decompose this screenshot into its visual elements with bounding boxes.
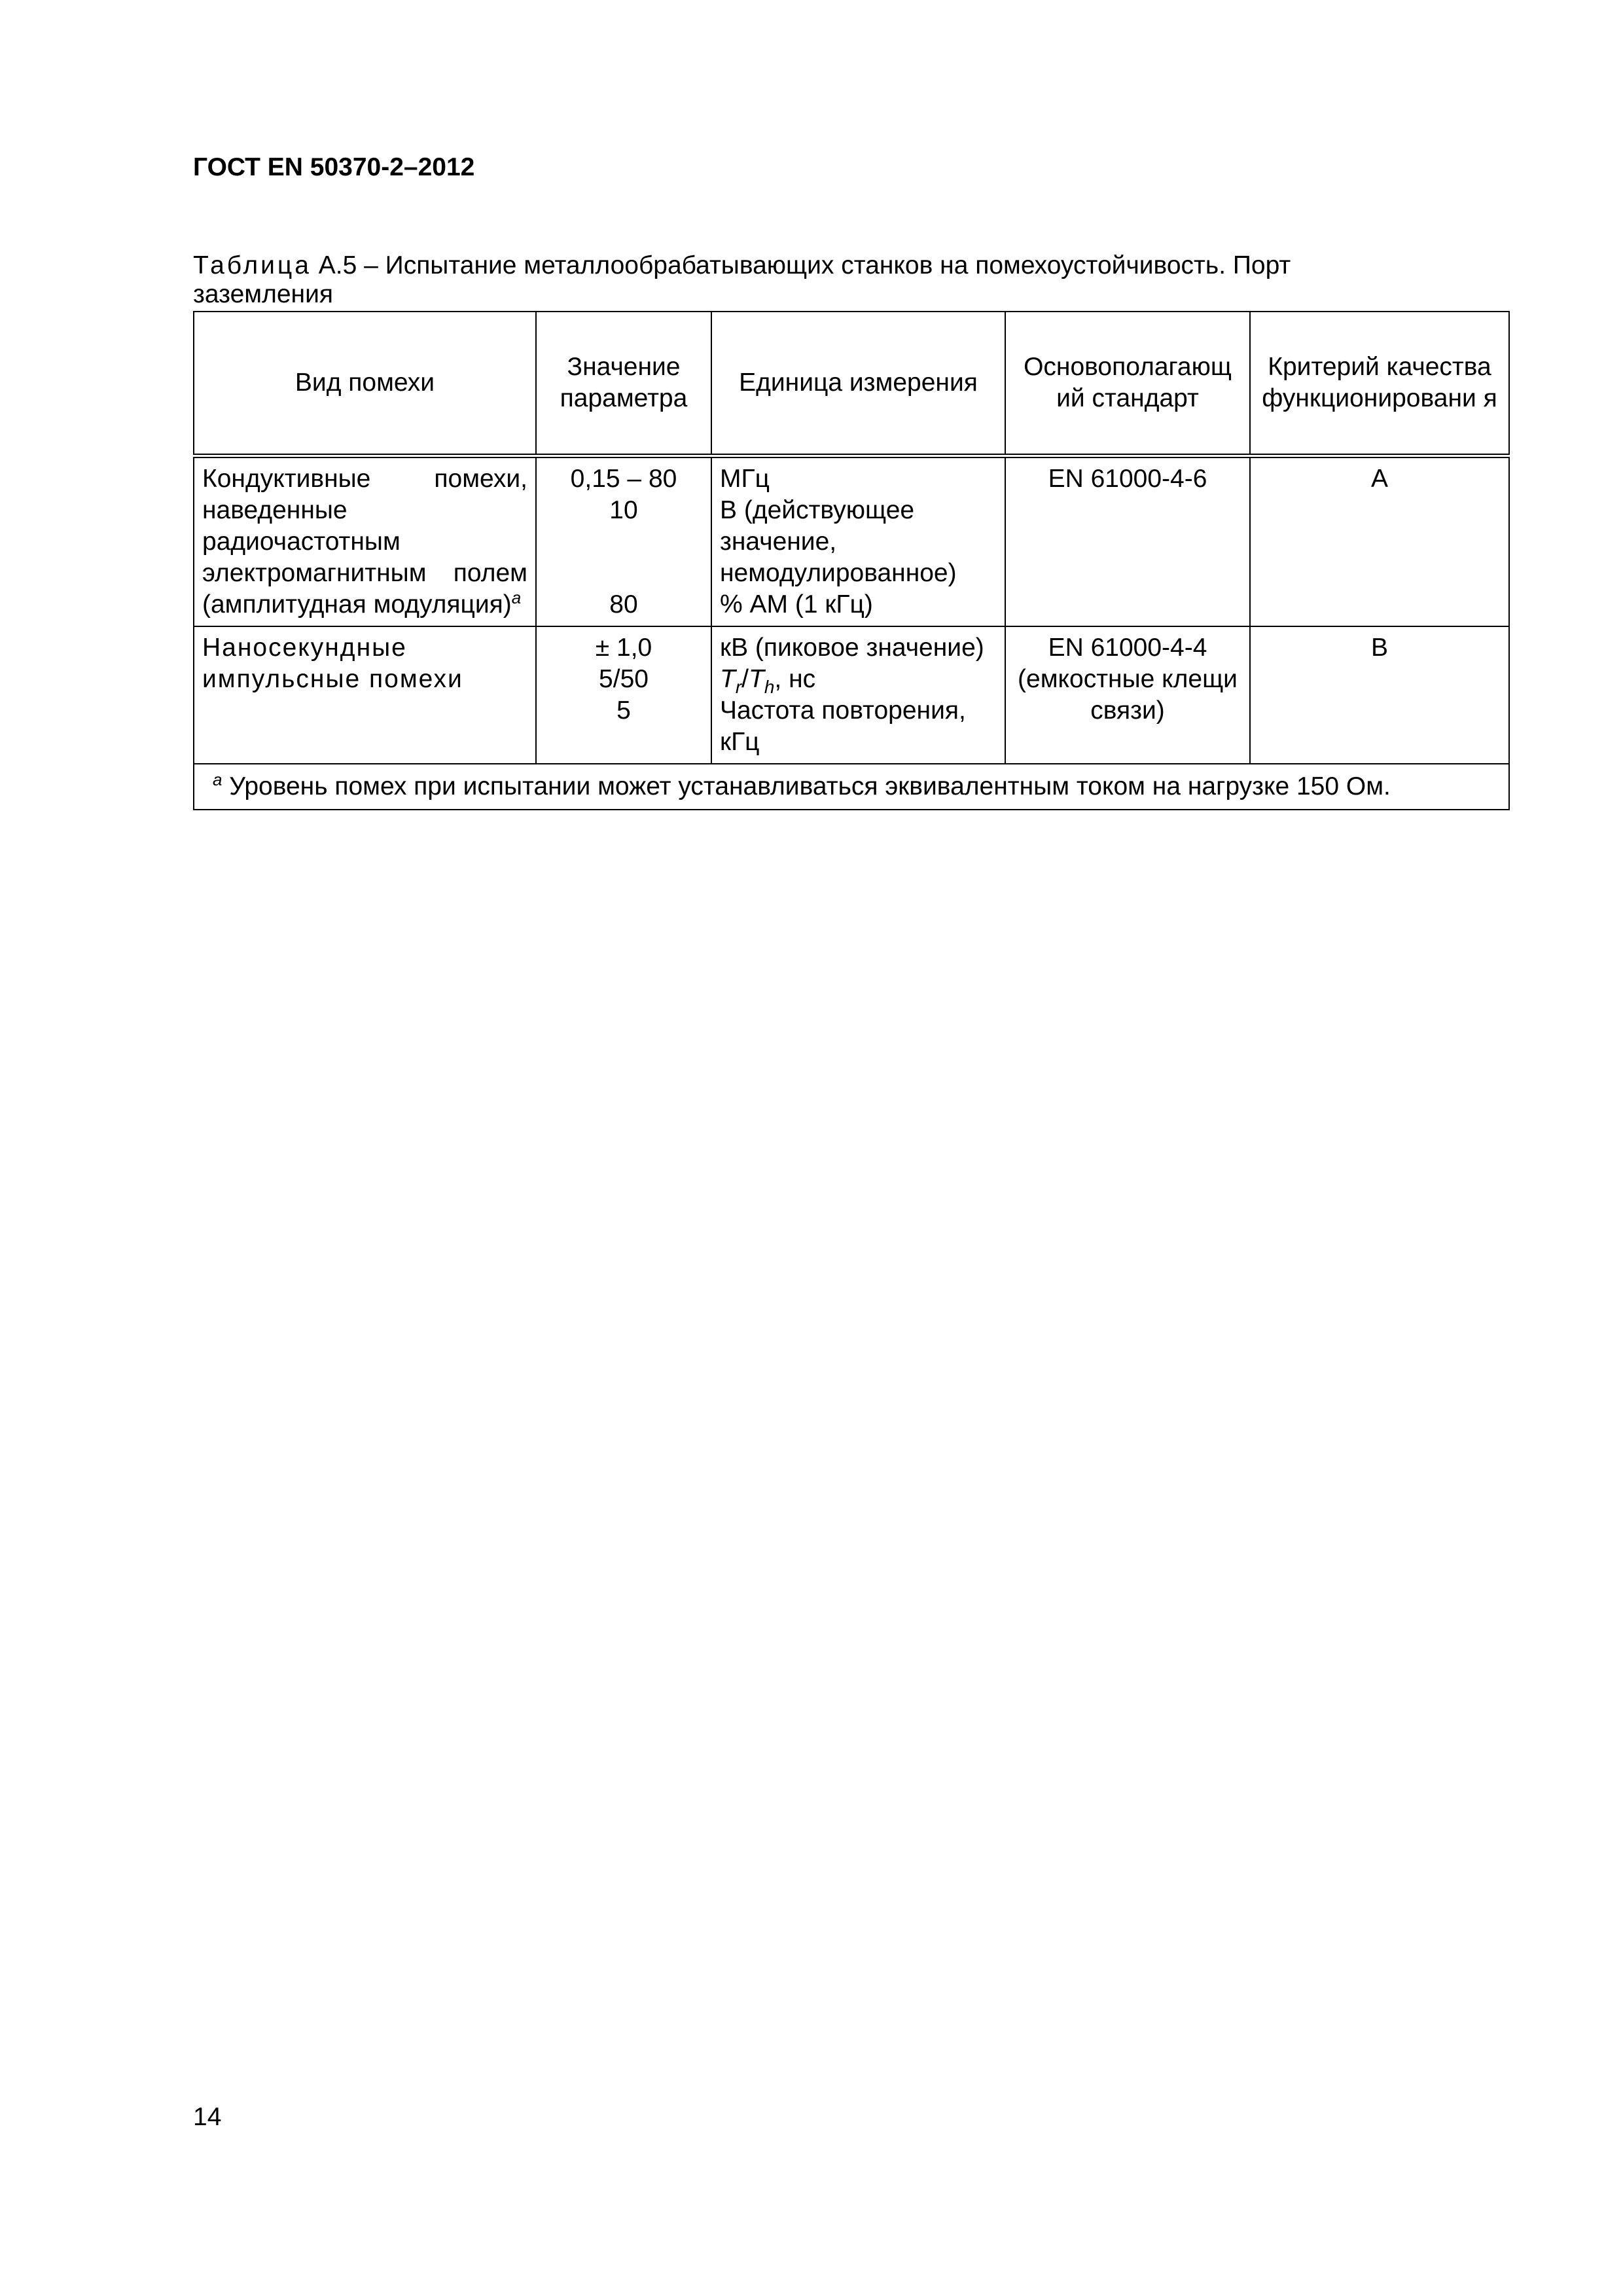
unit-symbol: T	[749, 665, 764, 693]
parameter-value: 5	[616, 696, 631, 725]
unit-value: % АМ (1 кГц)	[720, 590, 873, 619]
column-header-label: Единица измерения	[739, 368, 978, 397]
disturbance-type-cell	[194, 626, 536, 764]
standard-cell	[1005, 456, 1250, 627]
unit-subscript: r	[735, 676, 742, 697]
unit-value: В (действующее значение, немодулированное)	[720, 496, 957, 587]
column-header-label: Вид помехи	[294, 368, 435, 397]
parameter-value-cell	[536, 626, 711, 764]
table-caption	[193, 251, 1423, 309]
footnote-ref: a	[511, 588, 522, 607]
disturbance-type-cell	[194, 456, 536, 627]
column-header-standard	[1005, 312, 1250, 456]
unit-value: кВ (пиковое значение)	[720, 634, 984, 662]
criterion-cell	[1250, 456, 1509, 627]
criterion-value: В	[1370, 634, 1388, 662]
page-number: 14	[193, 2103, 222, 2131]
footnote-mark: a	[213, 770, 223, 789]
parameter-value: 5/50	[599, 665, 649, 693]
unit-symbol: T	[720, 665, 736, 693]
table-row	[194, 626, 1509, 764]
table-footnote-row	[194, 764, 1509, 810]
table-caption-prefix: Таблица	[193, 251, 312, 279]
footnote-text: Уровень помех при испытании может устанавливаться эквивалентным током на нагрузке 150 Ом.	[222, 772, 1391, 800]
spec-table	[193, 311, 1510, 810]
parameter-value: ± 1,0	[595, 634, 652, 662]
column-header-value	[536, 312, 711, 456]
column-header-label: Критерий качества функционировани я	[1262, 353, 1497, 412]
standard-value: EN 61000-4-4	[1048, 634, 1207, 662]
column-header-label: Значение параметра	[560, 353, 688, 412]
standard-note: (емкостные клещи связи)	[1018, 665, 1238, 725]
parameter-value: 80	[609, 590, 638, 619]
column-header-label: Основополагающ ий стандарт	[1024, 353, 1232, 412]
parameter-value: 0,15 – 80	[570, 465, 677, 493]
unit-cell	[711, 456, 1005, 627]
table-row	[194, 456, 1509, 627]
disturbance-type-text: Кондуктивные помехи, наведенные радиочастотным электромагнитным полем (амплитудная модуляция)	[202, 465, 527, 619]
parameter-value: 10	[609, 496, 638, 524]
standard-value: EN 61000-4-6	[1048, 465, 1207, 493]
standard-cell	[1005, 626, 1250, 764]
column-header-type	[194, 312, 536, 456]
table-caption-text: А.5 – Испытание металлообрабатывающих станков на помехоустойчивость. Порт заземления	[193, 251, 1291, 308]
criterion-cell	[1250, 626, 1509, 764]
unit-suffix: , нс	[774, 665, 816, 693]
unit-value-time	[720, 664, 997, 695]
document-header: ГОСТ EN 50370-2–2012	[193, 153, 475, 181]
parameter-value-cell	[536, 456, 711, 627]
unit-separator: /	[741, 665, 749, 693]
disturbance-type-text: Наносекундные импульсные помехи	[202, 634, 463, 693]
criterion-value: А	[1370, 465, 1388, 493]
unit-value: МГц	[720, 465, 770, 493]
column-header-unit	[711, 312, 1005, 456]
unit-value: Частота повторения, кГц	[720, 696, 966, 756]
unit-cell	[711, 626, 1005, 764]
table-header-row	[194, 312, 1509, 456]
column-header-criterion	[1250, 312, 1509, 456]
unit-subscript: h	[764, 676, 775, 697]
spacer	[544, 526, 703, 589]
table-footnote	[194, 764, 1509, 810]
